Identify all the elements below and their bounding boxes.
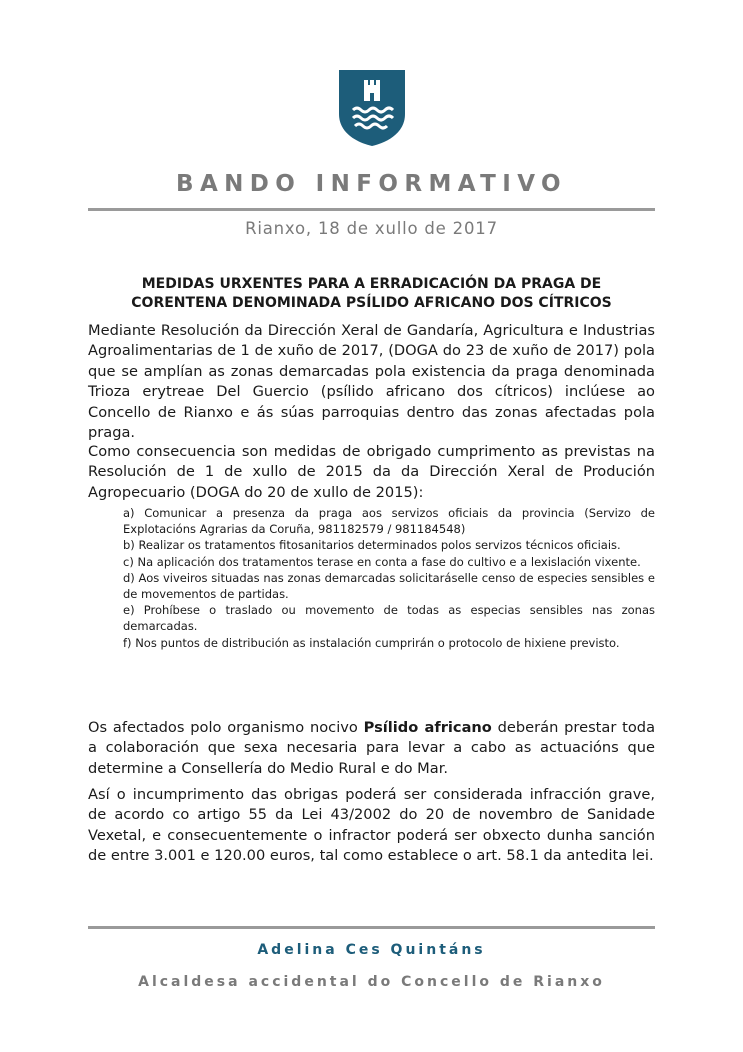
list-item: f) Nos puntos de distribución as instalación cumprirán o protocolo de hixiene previsto. <box>123 635 620 650</box>
coat-of-arms-icon <box>339 70 405 146</box>
signer-position: Alcaldesa accidental do Concello de Rianxo <box>138 974 605 990</box>
paragraph-collaboration <box>88 718 655 779</box>
list-item: d) Aos viveiros situadas nas zonas demarcadas solicitaráselle censo de especies sensibles e de movementos de partidas. <box>123 570 655 602</box>
pest-name: Psílido africano <box>363 719 492 736</box>
bottom-divider <box>88 926 655 929</box>
measures-list <box>123 505 655 651</box>
paragraph-sanctions: Así o incumprimento das obrigas poderá ser considerada infracción grave, de acordo co artigo 55 da Lei 43/2002 do 20 de novembro de Sanidade Vexetal, e consecuentemente o infractor poderá ser obxecto dunha sanción de entre 3.001 e 120.00 euros, tal como establece o art. 58.1 da antedita lei. <box>88 786 655 865</box>
paragraph-text: Os afectados polo organismo nocivo <box>88 719 364 736</box>
document-date: Rianxo, 18 de xullo de 2017 <box>245 219 498 238</box>
document-heading <box>88 275 655 313</box>
list-item: a) Comunicar a presenza da praga aos servizos oficiais da provincia (Servizo de Explotacións Agrarias da Coruña, 981182579 / 981184548) <box>123 506 655 537</box>
document-title: BANDO INFORMATIVO <box>176 171 567 197</box>
heading-line-1: MEDIDAS URXENTES PARA A ERRADICACIÓN DA PRAGA DE <box>141 276 602 292</box>
list-item: c) Na aplicación dos tratamentos terase en conta a fase do cultivo e a lexislación vixente. <box>123 554 641 569</box>
list-item: b) Realizar os tratamentos fitosanitarios determinados polos servizos técnicos oficiais. <box>123 538 621 553</box>
heading-line-2: CORENTENA DENOMINADA PSÍLIDO AFRICANO DOS CÍTRICOS <box>131 295 612 311</box>
signer-name: Adelina Ces Quintáns <box>257 942 486 958</box>
list-item: e) Prohíbese o traslado ou movemento de todas as especias sensibles nas zonas demarcadas. <box>123 603 655 634</box>
paragraph-resolution: Mediante Resolución da Dirección Xeral de Gandaría, Agricultura e Industrias Agroalimentarias de 1 de xuño de 2017, (DOGA do 23 de xuño de 2017) pola que se amplían as zonas demarcadas pola existencia da praga denominada Trioza erytreae Del Guercio (psílido africano dos cítricos) inclúese ao Concello de Rianxo e ás súas parroquias dentro das zonas afectadas pola praga. <box>88 322 655 442</box>
paragraph-consequences: Como consecuencia son medidas de obrigado cumprimento as previstas na Resolución de 1 de xullo de 2015 da da Dirección Xeral de Produción Agropecuario (DOGA do 20 de xullo de 2015): <box>88 443 655 501</box>
paragraph-text: deberán prestar toda a colaboración que sexa necesaria para levar a cabo as actuacións que determine a Consellería do Medio Rural e do Mar. <box>88 719 656 777</box>
top-divider <box>88 208 655 211</box>
